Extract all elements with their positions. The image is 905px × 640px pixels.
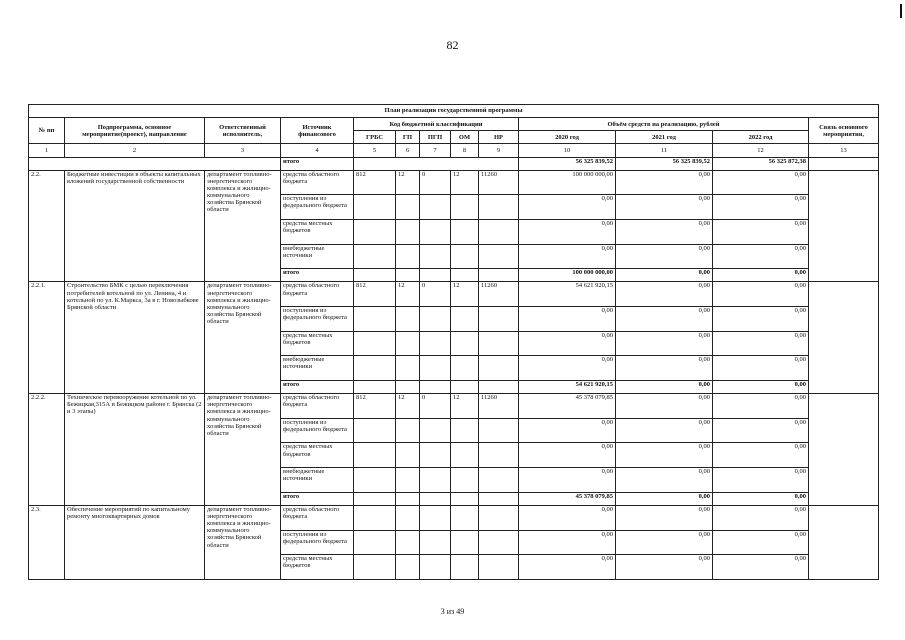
source-regional: средства областного бюджета [281, 170, 354, 195]
total-label: итого [281, 269, 354, 282]
amount-2022: 0,00 [713, 244, 809, 269]
header-subprogram: Подпрограмма, основное мероприятие(проект), направление [65, 118, 205, 144]
header-code-gp: ГП [396, 131, 420, 144]
header-code-pgp: ПГП [420, 131, 451, 144]
measure-name: Техническое перевооружение котельной по ул. Бежицкая,315А в Бежицком районе г. Брянска (2 и 3 этапы) [65, 394, 205, 506]
amount-2022: 0,00 [713, 530, 809, 555]
source-local: средства местных бюджетов [281, 555, 354, 580]
col-number: 4 [281, 144, 354, 157]
amount-2021: 0,00 [616, 443, 713, 468]
total-2021: 0,00 [616, 381, 713, 394]
amount-2021: 0,00 [616, 505, 713, 530]
amount-2021: 0,00 [616, 394, 713, 419]
source-local: средства местных бюджетов [281, 443, 354, 468]
code-pgp: 0 [420, 170, 451, 195]
row-number: 2.2. [29, 170, 65, 282]
amount-2020: 0,00 [519, 555, 616, 580]
responsible-executor: департамент топливно-энергетического комплекса и жилищно-коммунального хозяйства Брянской области [205, 505, 281, 579]
total-2020: 45 378 079,85 [519, 492, 616, 505]
total-2022: 0,00 [713, 269, 809, 282]
header-year-2020: 2020 год [519, 131, 616, 144]
code-gp: 12 [396, 170, 420, 195]
col-number: 5 [354, 144, 396, 157]
source-local: средства местных бюджетов [281, 331, 354, 356]
link-cell [809, 170, 879, 282]
header-link: Связь основного мероприятия, [809, 118, 879, 144]
amount-2022: 0,00 [713, 468, 809, 493]
total-2021: 0,00 [616, 269, 713, 282]
measure-name: Обеспечение мероприятий по капитальному ремонту многоквартирных домов [65, 505, 205, 579]
row-number: 2.3. [29, 505, 65, 579]
header-no: № пп [29, 118, 65, 144]
total-2022: 0,00 [713, 492, 809, 505]
source-extra: внебюджетные источники [281, 356, 354, 381]
header-year-2021: 2021 год [616, 131, 713, 144]
code-om: 12 [451, 394, 479, 419]
amount-2020: 0,00 [519, 468, 616, 493]
total-2022: 0,00 [713, 381, 809, 394]
amount-2022: 0,00 [713, 443, 809, 468]
amount-2020: 0,00 [519, 443, 616, 468]
total-label: итого [281, 381, 354, 394]
amount-2020: 0,00 [519, 331, 616, 356]
col-number: 3 [205, 144, 281, 157]
amount-2022: 0,00 [713, 394, 809, 419]
table-row [29, 282, 879, 307]
total-2021: 56 325 839,52 [616, 157, 713, 170]
amount-2020: 0,00 [519, 244, 616, 269]
amount-2021: 0,00 [616, 356, 713, 381]
amount-2022: 0,00 [713, 219, 809, 244]
code-nr: 11260 [479, 394, 519, 419]
amount-2021: 0,00 [616, 170, 713, 195]
page-number: 82 [446, 38, 459, 52]
amount-2022: 0,00 [713, 195, 809, 220]
row-number: 2.2.1. [29, 282, 65, 394]
amount-2020: 0,00 [519, 356, 616, 381]
header-code-grbs: ГРБС [354, 131, 396, 144]
amount-2021: 0,00 [616, 530, 713, 555]
table-row [29, 505, 879, 530]
source-regional: средства областного бюджета [281, 505, 354, 530]
column-number-row [29, 144, 879, 157]
link-cell [809, 505, 879, 579]
responsible-executor: департамент топливно-энергетического комплекса и жилищно-коммунального хозяйства Брянской области [205, 282, 281, 394]
header-year-2022: 2022 год [713, 131, 809, 144]
table-row [29, 394, 879, 419]
page-footer: 3 из 49 [440, 607, 465, 616]
amount-2022: 0,00 [713, 307, 809, 332]
amount-2020: 0,00 [519, 530, 616, 555]
row-number: 2.2.2. [29, 394, 65, 506]
link-cell [809, 282, 879, 394]
header-code-om: ОМ [451, 131, 479, 144]
total-label: итого [281, 492, 354, 505]
table-row [29, 170, 879, 195]
total-2020: 100 000 000,00 [519, 269, 616, 282]
amount-2022: 0,00 [713, 418, 809, 443]
code-pgp: 0 [420, 394, 451, 419]
total-label: итого [281, 157, 354, 170]
amount-2020: 100 000 000,00 [519, 170, 616, 195]
col-number: 1 [29, 144, 65, 157]
responsible-executor: департамент топливно-энергетического комплекса и жилищно-коммунального хозяйства Брянской области [205, 394, 281, 506]
amount-2022: 0,00 [713, 356, 809, 381]
amount-2020: 45 378 079,85 [519, 394, 616, 419]
code-grbs: 812 [354, 282, 396, 307]
amount-2020: 0,00 [519, 418, 616, 443]
total-2020: 54 621 920,15 [519, 381, 616, 394]
amount-2022: 0,00 [713, 331, 809, 356]
amount-2021: 0,00 [616, 195, 713, 220]
col-number: 11 [616, 144, 713, 157]
code-nr: 11260 [479, 170, 519, 195]
plan-title: План реализации государственной программы [29, 105, 879, 118]
code-gp: 12 [396, 282, 420, 307]
measure-name: Строительство БМК с целью переключения потребителей котельной по ул. Ленина, 4 и котельной по ул. К.Маркса, 3а в г. Новозыбкове Брянской области [65, 282, 205, 394]
top-total-row [29, 157, 879, 170]
code-nr: 11260 [479, 282, 519, 307]
amount-2021: 0,00 [616, 555, 713, 580]
source-federal: поступления из федерального бюджета [281, 530, 354, 555]
amount-2020: 0,00 [519, 195, 616, 220]
total-2020: 56 325 839,52 [519, 157, 616, 170]
amount-2022: 0,00 [713, 170, 809, 195]
source-regional: средства областного бюджета [281, 394, 354, 419]
amount-2021: 0,00 [616, 418, 713, 443]
col-number: 6 [396, 144, 420, 157]
code-grbs: 812 [354, 170, 396, 195]
source-local: средства местных бюджетов [281, 219, 354, 244]
header-responsible: Ответственный исполнитель, [205, 118, 281, 144]
total-2021: 0,00 [616, 492, 713, 505]
amount-2020: 54 621 920,15 [519, 282, 616, 307]
scan-edge-mark [900, 4, 902, 18]
source-federal: поступления из федерального бюджета [281, 418, 354, 443]
code-pgp: 0 [420, 282, 451, 307]
amount-2021: 0,00 [616, 331, 713, 356]
source-extra: внебюджетные источники [281, 468, 354, 493]
col-number: 10 [519, 144, 616, 157]
amount-2020: 0,00 [519, 219, 616, 244]
source-regional: средства областного бюджета [281, 282, 354, 307]
code-om: 12 [451, 170, 479, 195]
col-number: 7 [420, 144, 451, 157]
col-number: 12 [713, 144, 809, 157]
amount-2021: 0,00 [616, 244, 713, 269]
code-gp: 12 [396, 394, 420, 419]
source-federal: поступления из федерального бюджета [281, 307, 354, 332]
header-budget-classification: Код бюджетной классификации [354, 118, 519, 131]
code-grbs: 812 [354, 394, 396, 419]
source-extra: внебюджетные источники [281, 244, 354, 269]
header-funds: Объём средств на реализацию, рублей [519, 118, 809, 131]
amount-2021: 0,00 [616, 219, 713, 244]
measure-name: Бюджетные инвестиции в объекты капитальных вложений государственной собственности [65, 170, 205, 282]
amount-2021: 0,00 [616, 468, 713, 493]
responsible-executor: департамент топливно-энергетического комплекса и жилищно-коммунального хозяйства Брянской области [205, 170, 281, 282]
link-cell [809, 394, 879, 506]
program-plan-table [28, 104, 879, 580]
col-number: 13 [809, 144, 879, 157]
header-code-nr: НР [479, 131, 519, 144]
amount-2022: 0,00 [713, 505, 809, 530]
source-federal: поступления из федерального бюджета [281, 195, 354, 220]
code-om: 12 [451, 282, 479, 307]
amount-2021: 0,00 [616, 282, 713, 307]
col-number: 9 [479, 144, 519, 157]
amount-2020: 0,00 [519, 307, 616, 332]
header-source: Источник финансового [281, 118, 354, 144]
total-2022: 56 325 872,38 [713, 157, 809, 170]
amount-2021: 0,00 [616, 307, 713, 332]
col-number: 2 [65, 144, 205, 157]
col-number: 8 [451, 144, 479, 157]
amount-2022: 0,00 [713, 555, 809, 580]
amount-2022: 0,00 [713, 282, 809, 307]
amount-2020: 0,00 [519, 505, 616, 530]
